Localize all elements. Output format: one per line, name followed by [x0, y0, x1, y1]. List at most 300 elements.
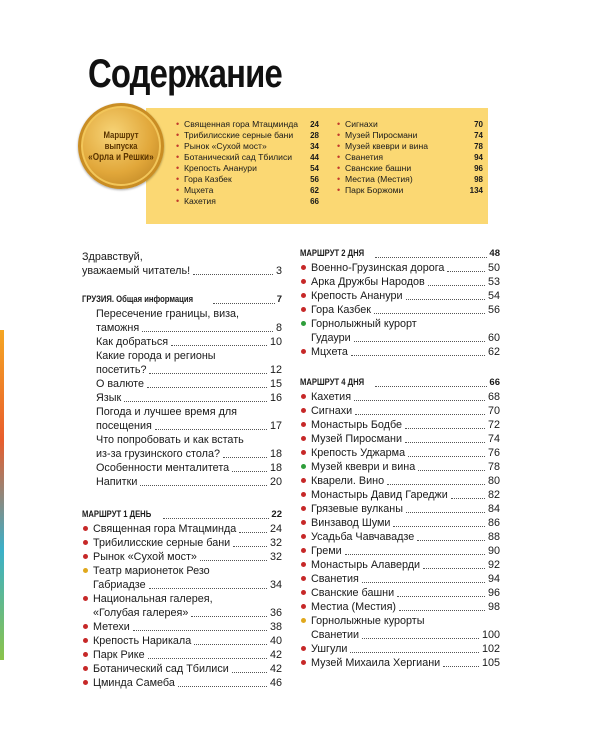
toc-entry-line-cont [82, 363, 282, 377]
toc-entry[interactable] [82, 405, 282, 433]
toc-entry[interactable] [300, 261, 500, 275]
toc-entry[interactable] [82, 391, 282, 405]
toc-entry-page: 18 [269, 462, 282, 474]
highlight-item[interactable] [176, 152, 319, 163]
leader-dots [399, 610, 485, 611]
leader-dots [451, 498, 485, 499]
toc-entry[interactable] [300, 586, 500, 600]
toc-entry-page: 20 [269, 476, 282, 488]
toc-entry-page: 34 [269, 579, 282, 591]
toc-entry-line [82, 433, 282, 447]
leader-dots [171, 345, 267, 346]
toc-entry-label: Монастырь Бодбе [311, 419, 403, 431]
toc-entry-page: 46 [269, 677, 282, 689]
toc-entry-page: 17 [269, 420, 282, 432]
leader-dots [406, 299, 485, 300]
toc-entry[interactable] [300, 656, 500, 670]
toc-entry-page: 98 [487, 601, 500, 613]
section-heading-route-4[interactable] [300, 375, 500, 390]
leader-dots [193, 274, 273, 275]
toc-entry-page: 32 [269, 551, 282, 563]
highlight-item[interactable] [176, 119, 319, 130]
toc-entry-page: 102 [481, 643, 500, 655]
toc-entry-label: Крепость Нарикала [93, 635, 192, 647]
toc-entry[interactable] [300, 275, 500, 289]
toc-entry-label: Музей квеври и вина [311, 461, 416, 473]
toc-entry-page: 40 [269, 635, 282, 647]
toc-entry-label: Трибилисские серные бани [93, 537, 231, 549]
leader-dots [178, 686, 267, 687]
toc-entry-line [82, 676, 282, 690]
toc-entry[interactable] [300, 446, 500, 460]
toc-entry-line [82, 307, 282, 321]
section-heading-route-1[interactable] [82, 507, 282, 522]
leader-dots [405, 442, 485, 443]
toc-entry-page: 100 [481, 629, 500, 641]
leader-dots [387, 484, 485, 485]
highlight-label: Сванетия [345, 152, 384, 162]
highlights-left-column [176, 119, 319, 207]
toc-entry-page: 90 [487, 545, 500, 557]
highlight-item[interactable] [337, 130, 483, 141]
toc-entry-line [300, 614, 500, 628]
toc-entry[interactable] [82, 475, 282, 489]
toc-entry-page: 72 [487, 419, 500, 431]
toc-entry-page: 78 [487, 461, 500, 473]
toc-entry-label: Театр марионеток Резо [93, 565, 210, 577]
toc-entry-label: Особенности менталитета [96, 462, 230, 474]
toc-entry-line [300, 303, 500, 317]
toc-entry-label: Национальная галерея, [93, 593, 213, 605]
highlight-page: 66 [310, 197, 319, 206]
highlight-item[interactable] [176, 185, 319, 196]
leader-dots [354, 400, 485, 401]
toc-entry-page: 96 [487, 587, 500, 599]
toc-entry-label: Монастырь Алаверди [311, 559, 421, 571]
leader-dots [148, 658, 267, 659]
toc-entry-line [82, 335, 282, 349]
leader-dots [354, 341, 485, 342]
toc-entry-line [300, 530, 500, 544]
leader-dots [140, 485, 267, 486]
toc-entry[interactable] [82, 377, 282, 391]
toc-entry-page: 68 [487, 391, 500, 403]
toc-entry-label: Гора Казбек [311, 304, 371, 316]
toc-entry-label: Сванские башни [311, 587, 395, 599]
leader-dots [233, 546, 267, 547]
toc-entry-page: 8 [275, 322, 282, 334]
toc-entry-page: 16 [269, 392, 282, 404]
toc-entry[interactable] [82, 620, 282, 634]
leader-dots [428, 285, 485, 286]
leader-dots [393, 526, 485, 527]
toc-entry[interactable] [300, 474, 500, 488]
toc-entry-label: Ушгули [311, 643, 348, 655]
toc-entry-line [300, 516, 500, 530]
highlight-label: Гора Казбек [184, 174, 232, 184]
toc-entry[interactable] [300, 642, 500, 656]
toc-entry[interactable] [82, 662, 282, 676]
highlight-item[interactable] [337, 141, 483, 152]
toc-entry[interactable] [300, 502, 500, 516]
toc-entry[interactable] [82, 335, 282, 349]
toc-entry-page: 105 [481, 657, 500, 669]
leader-dots [375, 257, 487, 258]
highlight-page: 78 [474, 142, 483, 151]
highlights-right-column [337, 119, 483, 196]
highlight-item[interactable] [337, 185, 483, 196]
toc-entry-label: Сванетии [311, 629, 360, 641]
leader-dots [163, 518, 269, 519]
toc-entry-page: 10 [269, 336, 282, 348]
toc-entry-page: 38 [269, 621, 282, 633]
toc-entry-line-cont [300, 628, 500, 642]
toc-entry-line [82, 592, 282, 606]
toc-entry-label: Музей Пиросмани [311, 433, 402, 445]
toc-entry-label: Кварели. Вино [311, 475, 385, 487]
toc-entry[interactable] [82, 433, 282, 461]
leader-dots [351, 355, 485, 356]
toc-entry-page: 32 [269, 537, 282, 549]
leader-dots [423, 568, 485, 569]
toc-entry-line [300, 460, 500, 474]
toc-entry-line [300, 418, 500, 432]
toc-entry-page: 92 [487, 559, 500, 571]
toc-entry-line [82, 648, 282, 662]
toc-entry-line [300, 345, 500, 359]
toc-entry-label: Габриадзе [93, 579, 146, 591]
toc-entry[interactable] [300, 404, 500, 418]
toc-entry-label: Какие города и регионы [96, 350, 216, 362]
toc-entry-page: 42 [269, 649, 282, 661]
leader-dots [374, 313, 485, 314]
toc-entry-line [300, 642, 500, 656]
highlight-label: Ботанический сад Тбилиси [184, 152, 293, 162]
toc-entry-line [300, 544, 500, 558]
toc-entry-page: 70 [487, 405, 500, 417]
toc-entry-line-cont [82, 419, 282, 433]
leader-dots [149, 588, 267, 589]
toc-list-route-4 [300, 390, 500, 670]
toc-entry-page: 50 [487, 262, 500, 274]
highlight-page: 28 [310, 131, 319, 140]
highlight-label: Сванские башни [345, 163, 412, 173]
toc-entry-label: Священная гора Мтацминда [93, 523, 237, 535]
toc-entry[interactable] [300, 530, 500, 544]
highlight-page: 44 [310, 153, 319, 162]
leader-dots [232, 471, 267, 472]
highlight-page: 24 [310, 120, 319, 129]
toc-entry[interactable] [300, 614, 500, 642]
toc-entry[interactable] [82, 307, 282, 335]
leader-dots [147, 387, 267, 388]
toc-entry-label: Ботанический сад Тбилиси [93, 663, 229, 675]
highlight-label: Сигнахи [345, 119, 378, 129]
highlight-page: 34 [310, 142, 319, 151]
toc-entry[interactable] [300, 432, 500, 446]
toc-entry-label: Горнолыжный курорт [311, 318, 417, 330]
toc-entry-line [300, 404, 500, 418]
toc-entry-line [82, 461, 282, 475]
highlight-page: 54 [310, 164, 319, 173]
page-title: Содержание [88, 52, 282, 96]
toc-entry[interactable] [82, 461, 282, 475]
toc-entry-page: 36 [269, 607, 282, 619]
toc-entry-label: Грязевые вулканы [311, 503, 403, 515]
toc-entry[interactable] [82, 676, 282, 690]
highlight-item[interactable] [337, 174, 483, 185]
toc-entry-page: 62 [487, 346, 500, 358]
toc-entry-line [82, 662, 282, 676]
toc-entry-page: 15 [269, 378, 282, 390]
toc-entry[interactable] [82, 592, 282, 620]
leader-dots [133, 630, 267, 631]
toc-entry-label: Греми [311, 545, 342, 557]
section-heading-page: 66 [489, 377, 500, 388]
leader-dots [443, 666, 479, 667]
toc-entry-line-cont [82, 321, 282, 335]
toc-entry[interactable] [300, 558, 500, 572]
toc-entry-label: «Голубая галерея» [93, 607, 189, 619]
highlight-page: 62 [310, 186, 319, 195]
toc-entry-line [300, 275, 500, 289]
toc-entry-line [300, 289, 500, 303]
toc-entry-line [300, 586, 500, 600]
toc-entry-line [300, 432, 500, 446]
toc-entry-label: Горнолыжные курорты [311, 615, 425, 627]
edge-color-strip [0, 330, 4, 660]
toc-entry-page: 80 [487, 475, 500, 487]
toc-entry-page: 3 [275, 265, 282, 277]
toc-entry[interactable] [300, 488, 500, 502]
toc-entry-label: таможня [96, 322, 140, 334]
toc-entry-label: из-за грузинского стола? [96, 448, 220, 460]
toc-entry-line [82, 522, 282, 536]
toc-entry[interactable] [82, 564, 282, 592]
toc-entry-label: Местиа (Местия) [311, 601, 397, 613]
toc-entry-label: уважаемый читатель! [82, 265, 191, 277]
toc-entry-line [300, 474, 500, 488]
toc-entry-page: 76 [487, 447, 500, 459]
toc-entry[interactable] [300, 516, 500, 530]
toc-entry-line [300, 572, 500, 586]
toc-entry-page: 94 [487, 573, 500, 585]
toc-entry-page: 24 [269, 523, 282, 535]
highlight-label: Рынок «Сухой мост» [184, 141, 267, 151]
toc-entry[interactable] [300, 600, 500, 614]
toc-entry-label: Здравствуй, [82, 251, 143, 263]
highlight-item[interactable] [176, 141, 319, 152]
highlight-item[interactable] [176, 174, 319, 185]
toc-entry-label: Напитки [96, 476, 138, 488]
route-seal-badge [78, 103, 164, 189]
toc-entry-line [82, 405, 282, 419]
toc-entry-intro[interactable] [82, 250, 282, 278]
toc-entry-label: Военно-Грузинская дорога [311, 262, 445, 274]
highlight-label: Музей квеври и вина [345, 141, 428, 151]
leader-dots [362, 582, 485, 583]
highlight-label: Музей Пиросмани [345, 130, 418, 140]
toc-entry-line [300, 656, 500, 670]
toc-entry[interactable] [82, 522, 282, 536]
toc-entry-page: 56 [487, 304, 500, 316]
leader-dots [124, 401, 267, 402]
toc-entry[interactable] [300, 317, 500, 345]
toc-entry-label: Арка Дружбы Народов [311, 276, 425, 288]
leader-dots [417, 540, 485, 541]
highlight-page: 98 [474, 175, 483, 184]
toc-entry-label: Кахетия [311, 391, 352, 403]
toc-entry[interactable] [300, 418, 500, 432]
toc-entry-line [82, 475, 282, 489]
toc-entry-line [300, 502, 500, 516]
toc-entry-label: Парк Рике [93, 649, 145, 661]
toc-entry[interactable] [300, 544, 500, 558]
toc-left-column [82, 250, 282, 690]
leader-dots [362, 638, 479, 639]
toc-entry[interactable] [300, 303, 500, 317]
toc-entry[interactable] [300, 345, 500, 359]
toc-entry-label: Монастырь Давид Гареджи [311, 489, 448, 501]
toc-entry[interactable] [82, 648, 282, 662]
section-heading-label: МАРШРУТ 1 ДЕНЬ [82, 509, 152, 519]
toc-entry-label: Крепость Уджарма [311, 447, 406, 459]
toc-list-route-2 [300, 261, 500, 359]
toc-entry-line-cont [300, 331, 500, 345]
toc-entry[interactable] [300, 572, 500, 586]
toc-entry[interactable] [300, 460, 500, 474]
toc-entry-label: Как добраться [96, 336, 169, 348]
seal-line-2: «Орла и Решки» [88, 151, 154, 163]
toc-entry-label: Рынок «Сухой мост» [93, 551, 197, 563]
highlight-item[interactable] [337, 163, 483, 174]
toc-entry-line [300, 446, 500, 460]
section-heading-label: МАРШРУТ 4 ДНЯ [300, 377, 365, 387]
toc-list-route-1 [82, 522, 282, 690]
leader-dots [408, 456, 485, 457]
toc-entry-label: посещения [96, 420, 152, 432]
highlight-item[interactable] [176, 163, 319, 174]
highlight-item[interactable] [337, 152, 483, 163]
toc-entry-label: Гудаури [311, 332, 351, 344]
leader-dots [142, 331, 273, 332]
toc-entry-page: 12 [269, 364, 282, 376]
toc-entry-label: Мцхета [311, 346, 348, 358]
toc-entry-label: Крепость Ананури [311, 290, 403, 302]
toc-entry-label: О валюте [96, 378, 145, 390]
highlight-label: Мцхета [184, 185, 214, 195]
toc-entry[interactable] [300, 390, 500, 404]
section-heading-page: 22 [271, 509, 282, 520]
highlight-label: Кахетия [184, 196, 216, 206]
toc-entry-line [82, 377, 282, 391]
section-heading-route-2[interactable] [300, 246, 500, 261]
leader-dots [350, 652, 479, 653]
section-heading-label: МАРШРУТ 2 ДНЯ [300, 248, 365, 258]
leader-dots [223, 457, 267, 458]
leader-dots [200, 560, 267, 561]
highlight-item[interactable] [176, 130, 319, 141]
leader-dots [239, 532, 267, 533]
leader-dots [345, 554, 485, 555]
highlight-item[interactable] [337, 119, 483, 130]
toc-entry-page: 18 [269, 448, 282, 460]
highlight-label: Крепость Ананури [184, 163, 257, 173]
toc-entry-line [82, 634, 282, 648]
leader-dots [397, 596, 485, 597]
toc-entry-line-cont [82, 606, 282, 620]
toc-entry-label: Музей Михаила Хергиани [311, 657, 441, 669]
section-heading-georgia[interactable] [82, 292, 282, 307]
toc-entry-page: 88 [487, 531, 500, 543]
toc-entry-line [82, 391, 282, 405]
leader-dots [355, 414, 485, 415]
toc-entry[interactable] [300, 289, 500, 303]
toc-entry-label: посетить? [96, 364, 147, 376]
leader-dots [418, 470, 485, 471]
section-heading-label: ГРУЗИЯ. Общая информация [82, 294, 194, 304]
toc-entry-line-cont [82, 447, 282, 461]
highlight-page: 96 [474, 164, 483, 173]
highlight-page: 70 [474, 120, 483, 129]
toc-entry-page: 53 [487, 276, 500, 288]
highlight-label: Священная гора Мтацминда [184, 119, 299, 129]
toc-entry-line [82, 564, 282, 578]
leader-dots [447, 271, 485, 272]
toc-entry-line [300, 600, 500, 614]
toc-entry-line [300, 261, 500, 275]
toc-entry-line [300, 390, 500, 404]
toc-entry-page: 60 [487, 332, 500, 344]
toc-entry-label: Что попробовать и как встать [96, 434, 244, 446]
toc-entry-line-cont [82, 578, 282, 592]
toc-entry-page: 54 [487, 290, 500, 302]
leader-dots [375, 386, 487, 387]
toc-entry-label: Сванетия [311, 573, 359, 585]
toc-entry-line [82, 550, 282, 564]
leader-dots [406, 512, 485, 513]
leader-dots [155, 429, 267, 430]
toc-right-column [300, 246, 500, 670]
toc-entry-label: Метехи [93, 621, 130, 633]
toc-entry-line [300, 317, 500, 331]
toc-entry-page: 82 [487, 489, 500, 501]
toc-entry-line [300, 488, 500, 502]
leader-dots [232, 672, 267, 673]
toc-entry[interactable] [82, 349, 282, 377]
highlight-label: Парк Боржоми [345, 185, 404, 195]
toc-entry-line [300, 558, 500, 572]
leader-dots [191, 616, 267, 617]
section-heading-page: 7 [276, 294, 282, 305]
toc-entry-line [82, 620, 282, 634]
leader-dots [194, 644, 267, 645]
toc-entry[interactable] [82, 634, 282, 648]
toc-entry-label: Язык [96, 392, 122, 404]
toc-entry-page: 74 [487, 433, 500, 445]
highlight-page: 94 [474, 153, 483, 162]
leader-dots [405, 428, 485, 429]
toc-entry-page: 84 [487, 503, 500, 515]
highlight-item[interactable] [176, 196, 319, 207]
toc-entry-page: 42 [269, 663, 282, 675]
toc-entry[interactable] [82, 550, 282, 564]
highlight-label: Местиа (Местия) [345, 174, 413, 184]
highlight-page: 56 [310, 175, 319, 184]
toc-entry-page: 86 [487, 517, 500, 529]
toc-entry[interactable] [82, 536, 282, 550]
toc-entry-label: Погода и лучшее время для [96, 406, 238, 418]
